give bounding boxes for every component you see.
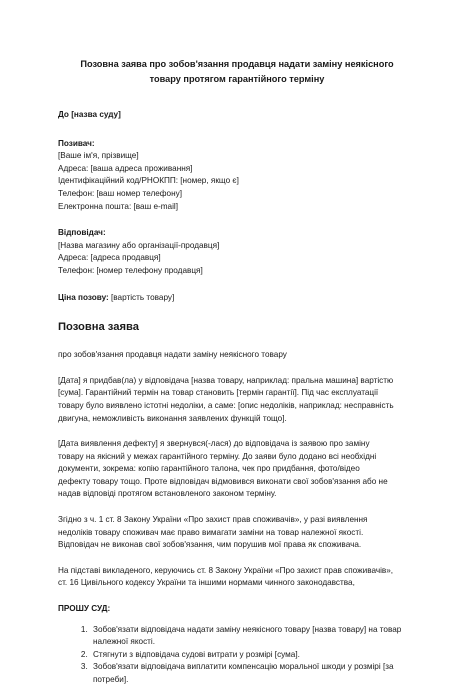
- request-item: [90, 649, 416, 662]
- paragraph-basis: [58, 565, 416, 590]
- defendant-block: [58, 227, 416, 277]
- request-line: 1. Зобов'язати відповідача надати заміну неякісного товару [назва товару] на товар: [93, 624, 402, 634]
- paragraph-line: двигуна, неможливість виконання заявлених функцій тощо].: [58, 413, 287, 423]
- document-title: [58, 57, 416, 87]
- claim-price-line: [58, 292, 416, 305]
- claim-heading: Позовна заява: [58, 321, 139, 334]
- paragraph-line: Відповідач не виконав свої зобов'язання, чим порушив мої права як споживача.: [58, 540, 362, 550]
- plaintiff-name: [Ваше ім'я, прізвище]: [58, 151, 139, 161]
- request-item: [90, 661, 416, 686]
- request-line: потреби].: [93, 675, 129, 684]
- request-line: належної якості.: [93, 637, 156, 647]
- plaintiff-block: [58, 138, 416, 214]
- paragraph-line: надав відповіді протягом встановленого законом терміну.: [58, 489, 277, 499]
- paragraph-line: На підставі викладеного, керуючись ст. 8 Закону України «Про захист прав споживачів»,: [58, 565, 394, 575]
- defendant-name: [Назва магазину або організації-продавця]: [58, 240, 220, 250]
- request-line: 3. Зобов'язати відповідача виплатити компенсацію моральної шкоди у розмірі [за: [93, 662, 394, 672]
- plaintiff-email: Електронна пошта: [ваш e-mail]: [58, 201, 179, 211]
- defendant-phone: Телефон: [номер телефону продавця]: [58, 265, 203, 275]
- paragraph-line: [сума]. Гарантійний термін на товар становить [термін гарантії]. Під час експлуатації: [58, 388, 379, 398]
- paragraph-line: ст. 16 Цивільного кодексу України та іншими нормами чинного законодавства,: [58, 578, 355, 588]
- paragraph-line: Згідно з ч. 1 ст. 8 Закону України «Про захист прав споживачів», у разі виявлення: [58, 515, 368, 525]
- plaintiff-address: Адреса: [ваша адреса проживання]: [58, 163, 193, 173]
- request-list: [58, 624, 416, 687]
- claim-price-value: [вартість товару]: [108, 292, 175, 302]
- title-line-2: товару протягом гарантійного терміну: [149, 74, 325, 84]
- claim-price-label: Ціна позову:: [58, 292, 109, 302]
- paragraph-line: товару було виявлено істотні недоліки, а саме: [опис недоліків, наприклад: несправність: [58, 400, 394, 410]
- plaintiff-tax-id: Ідентифікаційний код/РНОКПП: [номер, якщо є]: [58, 176, 239, 186]
- request-line: 2. Стягнути з відповідача судові витрати у розмірі [сума].: [93, 649, 300, 659]
- claim-subtitle: про зобов'язання продавця надати заміну неякісного товару: [58, 350, 287, 360]
- paragraph-line: [Дата] я придбав(ла) у відповідача [назва товару, наприклад: пральна машина] вартістю: [58, 375, 394, 385]
- paragraph-line: документи, зокрема: копію гарантійного талона, чек про придбання, фото/відео: [58, 464, 360, 474]
- paragraph-line: товару на якісний у межах гарантійного терміну. До заяви було додано всі необхідні: [58, 451, 377, 461]
- paragraph-line: дефекту товару тощо. Проте відповідач відмовився виконати свої зобов'язання або не: [58, 476, 388, 486]
- title-line-1: Позовна заява про зобов'язання продавця надати заміну неякісного: [80, 59, 394, 69]
- defendant-heading: Відповідач:: [58, 228, 106, 238]
- paragraph-appeal: [58, 438, 416, 501]
- plaintiff-heading: Позивач:: [58, 138, 95, 148]
- paragraph-law: [58, 514, 416, 552]
- paragraph-line: недоліків товару споживач має право вимагати заміни на товар належної якості.: [58, 527, 364, 537]
- plaintiff-phone: Телефон: [ваш номер телефону]: [58, 188, 182, 198]
- request-item: [90, 624, 416, 649]
- paragraph-line: [Дата виявлення дефекту] я звернувся(-лася) до відповідача із заявою про заміну: [58, 439, 370, 449]
- paragraph-purchase: [58, 375, 416, 425]
- defendant-address: Адреса: [адреса продавця]: [58, 253, 161, 263]
- request-heading: ПРОШУ СУД:: [58, 604, 111, 614]
- court-line: До [назва суду]: [58, 110, 121, 119]
